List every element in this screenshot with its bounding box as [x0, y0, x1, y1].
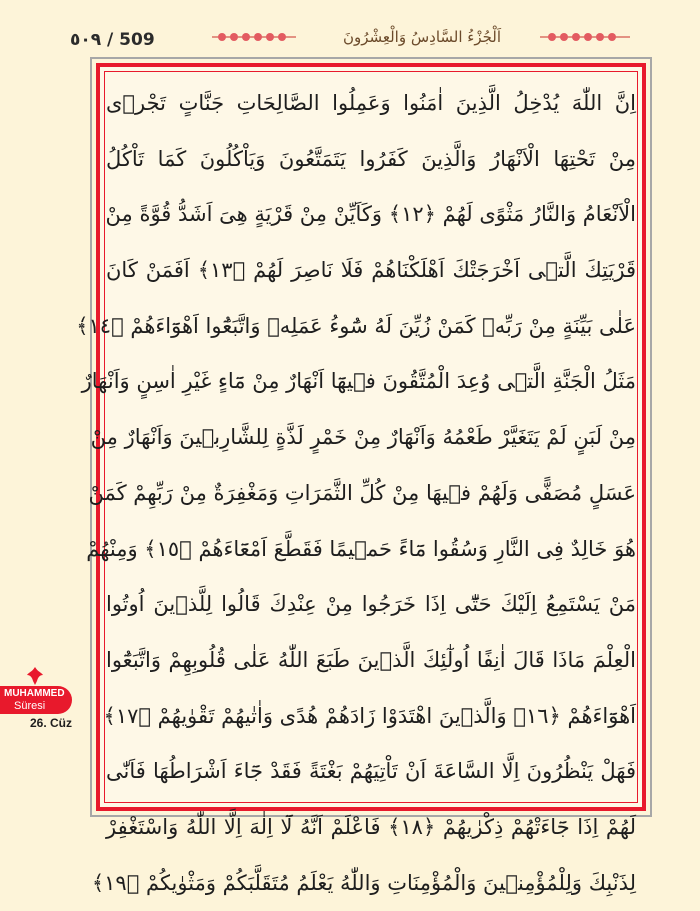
- header-ornament-right: [540, 30, 630, 44]
- text-line: اِنَّ اللّٰهَ يُدْخِلُ الَّذِينَ اٰمَنُوا وَعَمِلُوا الصَّالِحَاتِ جَنَّاتٍ تَجْرٖى: [106, 91, 636, 115]
- surah-label: Süresi: [14, 700, 46, 712]
- text-line: عَلٰى بَيِّنَةٍ مِنْ رَبِّهٖ كَمَنْ زُيِّنَ لَهُ سُٓوءُ عَمَلِهٖ وَاتَّبَعُٓوا اَهْوَٓاءَهُمْ ﴿١٤﴾: [76, 313, 636, 338]
- text-line: هُوَ خَالِدٌ فِى النَّارِ وَسُقُوا مَٓاءً حَمٖيمًا فَقَطَّعَ اَمْعَٓاءَهُمْ ﴿١٥﴾ وَمِنْهُمْ: [86, 536, 636, 561]
- fleur-icon: [24, 666, 46, 686]
- quran-text-block: [76, 76, 636, 911]
- text-line: مِنْ تَحْتِهَا الْاَنْهَارُ وَالَّذِينَ كَفَرُوا يَتَمَتَّعُونَ وَيَاْكُلُونَ كَمَا تَاْكُلُ: [106, 146, 636, 171]
- text-line: لَهُمْ اِذَا جَٓاءَتْهُمْ ذِكْرٰيهُمْ ﴿١٨﴾ فَاعْلَمْ اَنَّهُ لَٓا اِلٰهَ اِلَّا اللّٰهُ وَاسْتَغْفِرْ: [106, 814, 636, 839]
- text-line: قَرْيَتِكَ الَّتٖى اَخْرَجَتْكَ اَهْلَكْنَاهُمْ فَلَا نَاصِرَ لَهُمْ ﴿١٣﴾ اَفَمَنْ كَانَ: [106, 258, 636, 283]
- juz-title: اَلْجُزْءُ السَّادِسُ وَالْعِشْرُونَ: [342, 28, 502, 46]
- juz-label: 26. Cüz: [30, 716, 73, 730]
- text-line: فَهَلْ يَنْظُرُونَ اِلَّا السَّاعَةَ اَنْ تَاْتِيَهُمْ بَغْتَةً فَقَدْ جَٓاءَ اَشْرَاطُهَا فَاَنّٰى: [106, 759, 636, 784]
- surah-name: MUHAMMED: [4, 688, 65, 699]
- text-line: الْعِلْمَ مَاذَا قَالَ اٰنِفًا اُولٰٓئِكَ الَّذٖينَ طَبَعَ اللّٰهُ عَلٰى قُلُوبِهِمْ وَاتَّبَعُٓوا: [106, 647, 636, 672]
- header-ornament-left: [212, 30, 296, 44]
- surah-tab-label: [0, 686, 72, 714]
- text-line: مِنْ لَبَنٍ لَمْ يَتَغَيَّرْ طَعْمُهُ وَاَنْهَارٌ مِنْ خَمْرٍ لَذَّةٍ لِلشَّارِبٖينَ وَاَنْهَارٌ مِنْ: [90, 425, 636, 450]
- text-line: مَنْ يَسْتَمِعُ اِلَيْكَ حَتّٰٓى اِذَا خَرَجُوا مِنْ عِنْدِكَ قَالُوا لِلَّذٖينَ اُوتُوا: [106, 592, 636, 617]
- text-line: مَثَلُ الْجَنَّةِ الَّتٖى وُعِدَ الْمُتَّقُونَ فٖيهَٓا اَنْهَارٌ مِنْ مَٓاءٍ غَيْرِ اٰسِنٍ وَاَنْهَارٌ: [81, 369, 636, 394]
- text-line: اَهْوَٓاءَهُمْ ﴿١٦﴾ وَالَّذٖينَ اهْتَدَوْا زَادَهُمْ هُدًى وَاٰتٰيهُمْ تَقْوٰيهُمْ ﴿١٧﴾: [103, 703, 636, 728]
- text-line: الْاَنْعَامُ وَالنَّارُ مَثْوًى لَهُمْ ﴿١٢﴾ وَكَاَيِّنْ مِنْ قَرْيَةٍ هِىَ اَشَدُّ قُوَّةً مِنْ: [105, 202, 636, 227]
- page-number: ٥٠٩ / 509: [70, 30, 155, 50]
- surah-side-tab: [0, 686, 72, 730]
- text-line: لِذَنْبِكَ وَلِلْمُؤْمِنٖينَ وَالْمُؤْمِنَاتِ وَاللّٰهُ يَعْلَمُ مُتَقَلَّبَكُمْ وَمَثْوٰيكُمْ ﴿١٩﴾: [91, 870, 636, 895]
- text-line: عَسَلٍ مُصَفًّى وَلَهُمْ فٖيهَا مِنْ كُلِّ الثَّمَرَاتِ وَمَغْفِرَةٌ مِنْ رَبِّهِمْ كَمَنْ: [88, 480, 636, 505]
